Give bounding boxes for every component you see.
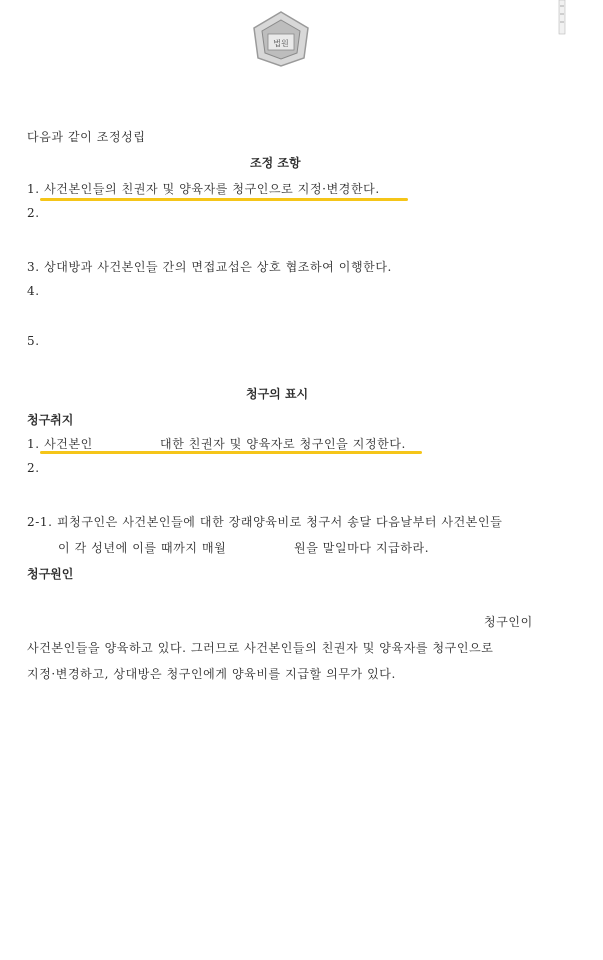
- cause-line-2: 사건본인들을 양육하고 있다. 그러므로 사건본인들의 친권자 및 양육자를 청구인으로: [27, 641, 494, 655]
- purpose-item-2: 2.: [27, 461, 40, 475]
- scan-edge-mark: [558, 0, 568, 38]
- term-item-5: 5.: [27, 334, 40, 348]
- term-item-1: 1. 사건본인들의 친권자 및 양육자를 청구인으로 지정·변경한다.: [27, 182, 380, 196]
- highlight-underline-purpose-1: [40, 451, 422, 454]
- seal-text: 법원: [273, 39, 289, 48]
- purpose-item-1-end: 대한 친권자 및 양육자로 청구인을 지정한다.: [160, 437, 406, 451]
- purpose-item-2-1-cont-a: 이 각 성년에 이를 때까지 매월: [58, 541, 227, 555]
- court-seal-emblem: [248, 10, 314, 68]
- cause-heading: 청구원인: [27, 567, 74, 581]
- purpose-item-2-1-cont-b: 원을 말일마다 지급하라.: [294, 541, 430, 555]
- cause-line-1: 청구인이: [484, 615, 533, 629]
- claim-title: 청구의 표시: [246, 387, 309, 401]
- purpose-item-2-1: 2-1. 피청구인은 사건본인들에 대한 장래양육비로 청구서 송달 다음날부터 사건본인들: [27, 515, 503, 529]
- highlight-underline-term-1: [40, 198, 408, 201]
- terms-title: 조정 조항: [250, 156, 301, 170]
- purpose-item-1-start: 1. 사건본인: [27, 437, 93, 451]
- term-item-4: 4.: [27, 284, 40, 298]
- intro-text: 다음과 같이 조정성립: [27, 130, 146, 144]
- cause-line-3: 지정·변경하고, 상대방은 청구인에게 양육비를 지급할 의무가 있다.: [27, 667, 396, 681]
- term-item-3: 3. 상대방과 사건본인들 간의 면접교섭은 상호 협조하여 이행한다.: [27, 260, 392, 274]
- term-item-2: 2.: [27, 206, 40, 220]
- purpose-heading: 청구취지: [27, 413, 74, 427]
